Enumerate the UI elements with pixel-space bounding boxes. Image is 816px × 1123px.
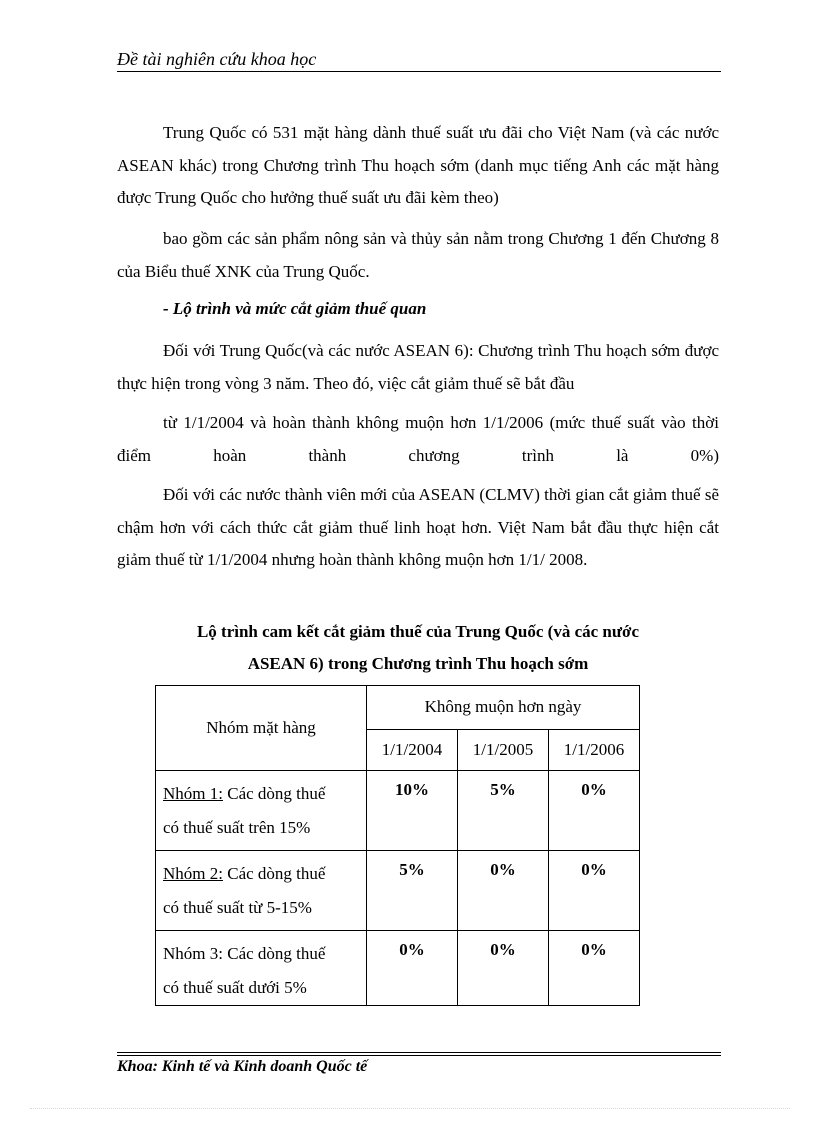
rate-cell: 0% xyxy=(549,931,640,1006)
rate-cell: 0% xyxy=(549,851,640,931)
footer-rule xyxy=(117,1055,721,1056)
group-cell xyxy=(156,931,367,1006)
page-footer: Khoa: Kinh tế và Kinh doanh Quốc tế xyxy=(117,1058,368,1075)
section-subheading: - Lộ trình và mức cắt giảm thuế quan xyxy=(163,299,427,318)
group-cell xyxy=(156,771,367,851)
paragraph-4: từ 1/1/2004 và hoàn thành không muộn hơn 1/1/2006 (mức thuế suất vào thời điểm hoàn thành chương trình là 0%) xyxy=(117,413,719,465)
group-desc: có thuế suất trên 15% xyxy=(163,818,311,837)
date-header: 1/1/2005 xyxy=(458,729,549,771)
tariff-schedule-table xyxy=(155,685,640,1006)
paragraph-5: Đối với các nước thành viên mới của ASEAN (CLMV) thời gian cắt giảm thuế sẽ chậm hơn với cách thức cắt giảm thuế linh hoạt hơn. Việt Nam bắt đầu thực hiện cắt giảm thuế từ 1/1/2004 nhưng hoàn thành không muộn hơn 1/1/ 2008. xyxy=(117,485,719,569)
footer-rule xyxy=(117,1052,721,1053)
group-name: Nhóm 2: xyxy=(163,864,223,883)
date-header: 1/1/2006 xyxy=(549,729,640,771)
rate-cell: 5% xyxy=(367,851,458,931)
deadline-span-header: Không muộn hơn ngày xyxy=(367,686,640,730)
group-desc: Các dòng thuế xyxy=(227,864,326,883)
rate-cell: 0% xyxy=(458,931,549,1006)
paragraph-2: bao gồm các sản phẩm nông sản và thủy sản nằm trong Chương 1 đến Chương 8 của Biểu thuế XNK của Trung Quốc. xyxy=(117,229,719,281)
paragraph-3: Đối với Trung Quốc(và các nước ASEAN 6): Chương trình Thu hoạch sớm được thực hiện trong vòng 3 năm. Theo đó, việc cắt giảm thuế sẽ bắt đầu xyxy=(117,341,719,393)
table-caption-line-2: ASEAN 6) trong Chương trình Thu hoạch sớm xyxy=(247,654,589,673)
table-row xyxy=(156,771,640,851)
group-desc: có thuế suất từ 5-15% xyxy=(163,898,312,917)
group-cell xyxy=(156,851,367,931)
group-desc: Các dòng thuế xyxy=(227,944,326,963)
rate-cell: 10% xyxy=(367,771,458,851)
table-row xyxy=(156,931,640,1006)
rate-cell: 0% xyxy=(367,931,458,1006)
group-name: Nhóm 1: xyxy=(163,784,223,803)
date-header: 1/1/2004 xyxy=(367,729,458,771)
page-header-title: Đề tài nghiên cứu khoa học xyxy=(117,47,721,72)
table-caption-line-1: Lộ trình cam kết cắt giảm thuế của Trung Quốc (và các nước xyxy=(196,622,640,641)
rate-cell: 0% xyxy=(458,851,549,931)
group-desc: Các dòng thuế xyxy=(227,784,326,803)
group-desc: có thuế suất dưới 5% xyxy=(163,978,307,997)
rate-cell: 5% xyxy=(458,771,549,851)
group-column-header: Nhóm mặt hàng xyxy=(156,686,367,771)
group-name: Nhóm 3: xyxy=(163,944,223,963)
table-row xyxy=(156,851,640,931)
page-bottom-divider xyxy=(30,1108,790,1109)
rate-cell: 0% xyxy=(549,771,640,851)
paragraph-1: Trung Quốc có 531 mặt hàng dành thuế suất ưu đãi cho Việt Nam (và các nước ASEAN khác) trong Chương trình Thu hoạch sớm (danh mục tiếng Anh các mặt hàng được Trung Quốc cho hưởng thuế suất ưu đãi kèm theo) xyxy=(117,123,719,207)
